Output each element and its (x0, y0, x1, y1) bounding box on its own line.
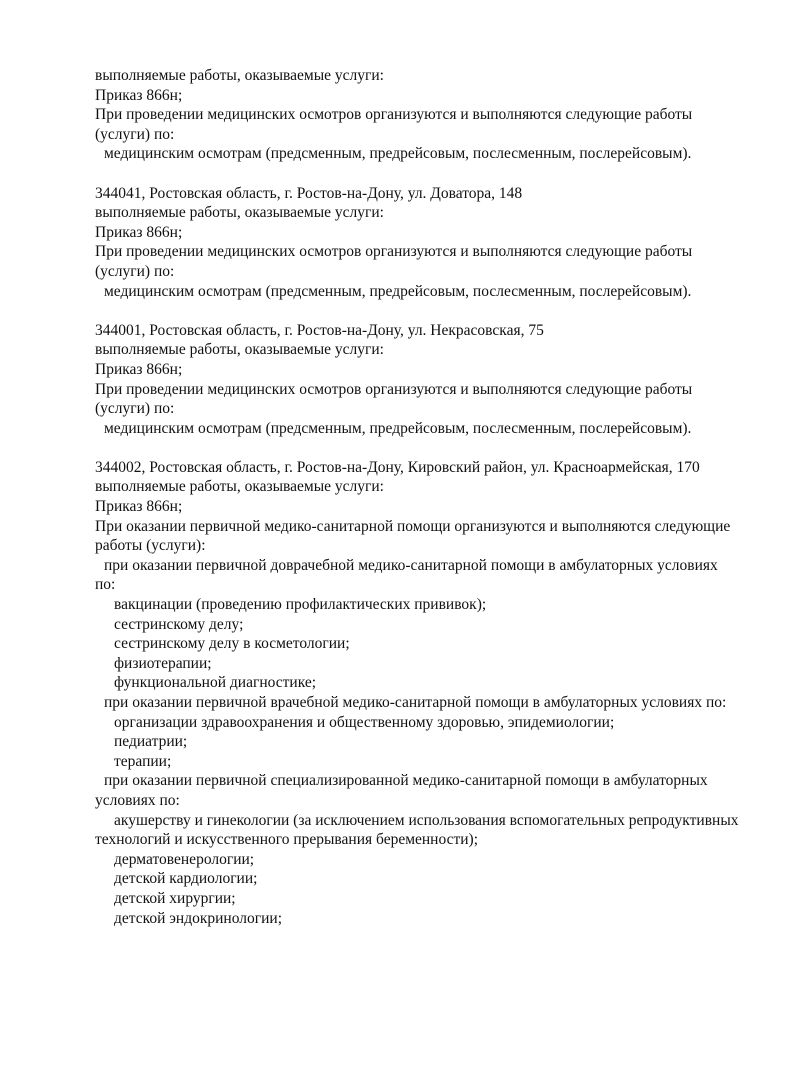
text-line: медицинским осмотрам (предсменным, предрейсовым, послесменным, послерейсовым). (104, 145, 692, 163)
text-line: (услуги) по: (95, 262, 175, 280)
text-line: 344002, Ростовская область, г. Ростов-на-Дону, Кировский район, ул. Красноармейская, 170 (95, 458, 700, 476)
text-line: сестринскому делу в косметологии; (114, 635, 350, 653)
text-line: При проведении медицинских осмотров организуются и выполняются следующие работы (95, 106, 693, 124)
text-line: выполняемые работы, оказываемые услуги: (95, 478, 384, 496)
text-line: терапии; (114, 752, 172, 770)
text-line: При оказании первичной медико-санитарной помощи организуются и выполняются следующие (95, 517, 731, 535)
text-line: при оказании первичной специализированной медико-санитарной помощи в амбулаторных (104, 772, 708, 790)
blank-line (95, 164, 785, 184)
text-line: педиатрии; (114, 733, 188, 751)
text-line: 344041, Ростовская область, г. Ростов-на-Дону, ул. Доватора, 148 (95, 184, 523, 202)
text-line: медицинским осмотрам (предсменным, предрейсовым, послесменным, послерейсовым). (104, 419, 692, 437)
text-line: технологий и искусственного прерывания беременности); (95, 831, 479, 849)
text-line: (услуги) по: (95, 400, 175, 418)
text-line: физиотерапии; (114, 654, 212, 672)
text-line: детской кардиологии; (114, 870, 258, 888)
text-line: организации здравоохранения и общественному здоровью, эпидемиологии; (114, 713, 615, 731)
document-body (95, 66, 785, 928)
text-line: выполняемые работы, оказываемые услуги: (95, 341, 384, 359)
text-line: Приказ 866н; (95, 360, 183, 378)
text-line: работы (услуги): (95, 537, 206, 555)
blank-line (95, 438, 785, 458)
text-line: при оказании первичной доврачебной медико-санитарной помощи в амбулаторных условиях (104, 556, 718, 574)
text-line: При проведении медицинских осмотров организуются и выполняются следующие работы (95, 380, 693, 398)
text-line: функциональной диагностике; (114, 674, 317, 692)
text-line: (услуги) по: (95, 125, 175, 143)
text-line: сестринскому делу; (114, 615, 244, 633)
text-line: Приказ 866н; (95, 498, 183, 516)
text-line: акушерству и гинекологии (за исключением использования вспомогательных репродуктивных (114, 811, 739, 829)
text-line: выполняемые работы, оказываемые услуги: (95, 67, 384, 84)
text-line: При проведении медицинских осмотров организуются и выполняются следующие работы (95, 243, 693, 261)
text-line: дерматовенерологии; (114, 850, 255, 868)
blank-line (95, 301, 785, 321)
text-line: 344001, Ростовская область, г. Ростов-на-Дону, ул. Некрасовская, 75 (95, 321, 544, 339)
text-line: условиях по: (95, 791, 180, 809)
text-line: при оказании первичной врачебной медико-санитарной помощи в амбулаторных условиях по: (104, 694, 727, 711)
text-line: по: (95, 576, 116, 594)
text-line: детской хирургии; (114, 889, 236, 907)
text-line: детской эндокринологии; (114, 909, 283, 927)
text-line: Приказ 866н; (95, 223, 183, 241)
text-line: вакцинации (проведению профилактических прививок); (114, 596, 487, 614)
text-line: медицинским осмотрам (предсменным, предрейсовым, послесменным, послерейсовым). (104, 282, 692, 300)
text-line: выполняемые работы, оказываемые услуги: (95, 204, 384, 222)
text-line: Приказ 866н; (95, 86, 183, 104)
